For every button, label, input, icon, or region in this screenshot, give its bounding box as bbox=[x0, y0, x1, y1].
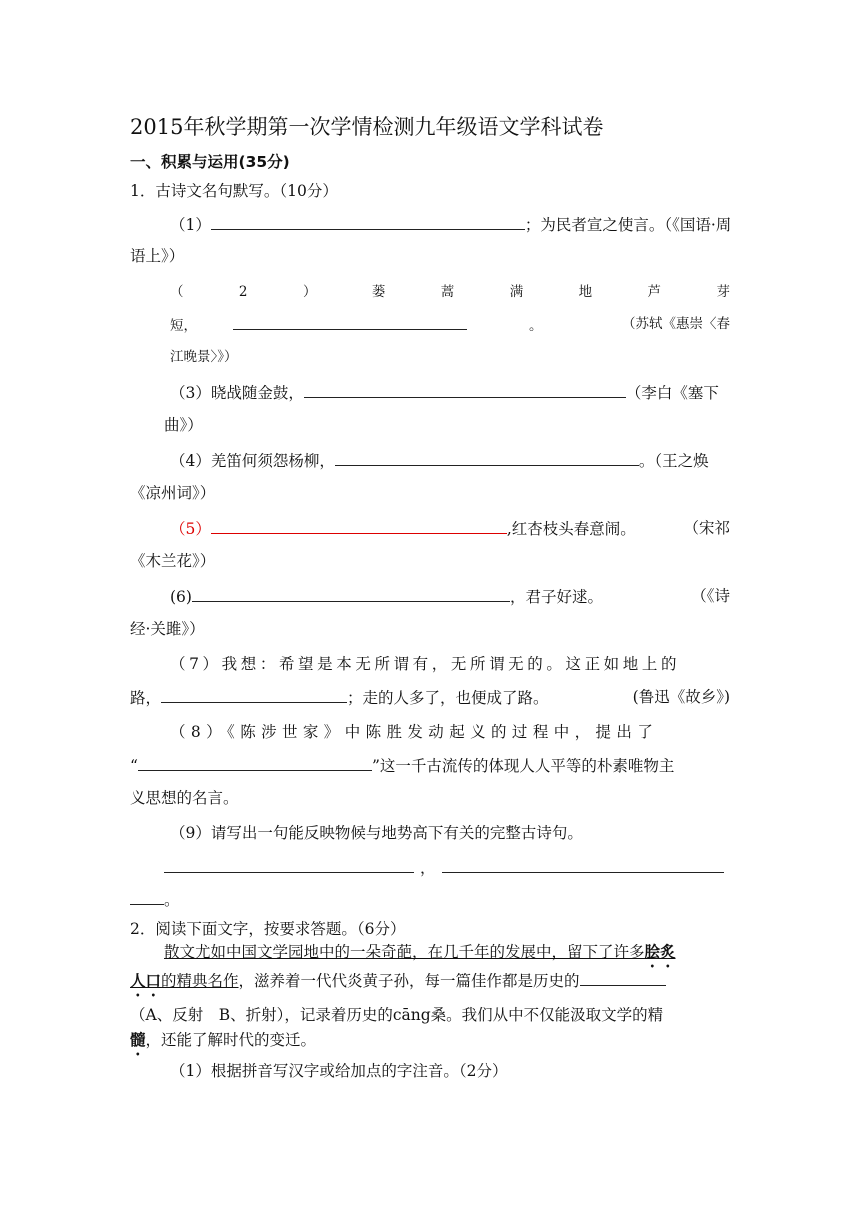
q1-item-1-cont: 语上》） bbox=[130, 247, 185, 265]
q1-item-7-line1: （7）我想：希望是本无所谓有，无所谓无的。这正如地上的 bbox=[170, 655, 681, 673]
period: 。 bbox=[164, 891, 180, 909]
passage-text: 的精典名作 bbox=[161, 972, 239, 990]
item-text: （3）晓战随金鼓， bbox=[170, 384, 304, 402]
token: 2 bbox=[238, 284, 248, 300]
comma: ， bbox=[420, 859, 436, 877]
answer-blank[interactable] bbox=[138, 754, 372, 771]
q1-item-8-line3: 义思想的名言。 bbox=[130, 789, 239, 807]
answer-blank[interactable] bbox=[580, 969, 666, 986]
item-source: （苏轼《惠崇〈春 bbox=[622, 316, 730, 332]
answer-blank[interactable] bbox=[304, 381, 626, 398]
item-text: 。 bbox=[529, 318, 543, 334]
q1-item-5 bbox=[170, 517, 730, 540]
item-text: “ bbox=[130, 757, 138, 775]
token: ） bbox=[302, 284, 317, 300]
q2-passage-line3: （A、反射 B、折射），记录着历史的cāng桑。我们从中不仅能汲取文学的精 bbox=[130, 1006, 664, 1024]
item-number: (6) bbox=[170, 588, 192, 606]
q1-item-8-line1: （8）《陈涉世家》中陈胜发动起义的过程中，提出了 bbox=[170, 723, 659, 741]
answer-blank[interactable] bbox=[161, 686, 347, 703]
q2-passage-line2 bbox=[130, 969, 730, 1000]
token: 芦 bbox=[647, 284, 662, 300]
answer-blank[interactable] bbox=[211, 213, 525, 230]
q1-item-9-answer bbox=[164, 856, 730, 879]
dotted-chars: 人口 bbox=[130, 971, 162, 990]
q1-item-3 bbox=[170, 381, 730, 404]
q1-item-1 bbox=[170, 213, 730, 236]
passage-text: ，还能了解时代的变迁。 bbox=[145, 1031, 317, 1049]
q2-passage-line1 bbox=[164, 941, 730, 971]
q1-item-2-line1 bbox=[170, 281, 730, 303]
item-text: ,红杏枝头春意闹。 bbox=[506, 520, 636, 538]
token: 满 bbox=[509, 284, 524, 300]
answer-blank[interactable] bbox=[233, 313, 467, 330]
passage-text: 散文尤如中国文学园地中的一朵奇葩，在几千年的发展中，留下了许多 bbox=[164, 943, 645, 961]
q2-sub-1: （1）根据拼音写汉字或给加点的字注音。（2分） bbox=[170, 1062, 508, 1080]
item-source: (鲁迅《故乡》) bbox=[632, 688, 730, 706]
token: 蒿 bbox=[440, 284, 455, 300]
item-text: ”这一千古流传的体现人人平等的朴素唯物主 bbox=[371, 757, 675, 775]
dotted-chars: 髓 bbox=[130, 1030, 146, 1049]
q2-passage-line4 bbox=[130, 1029, 730, 1059]
q1-item-3-cont: 曲》） bbox=[164, 416, 203, 434]
dotted-chars: 脍炙 bbox=[644, 942, 676, 961]
token: 蒌 bbox=[371, 284, 386, 300]
item-text: ；为民者宣之使言。（《国语·周 bbox=[524, 216, 732, 234]
token: 芽 bbox=[716, 284, 730, 300]
q1-item-9-answer-end bbox=[130, 888, 730, 911]
q1-item-6-cont: 经·关雎》） bbox=[130, 620, 205, 638]
q1-item-8-line2 bbox=[130, 754, 730, 777]
item-number: （1） bbox=[170, 216, 211, 234]
q1-item-2-line3: 江晚景〉》） bbox=[170, 349, 238, 365]
item-source: （宋祁 bbox=[683, 519, 730, 537]
item-text: ；走的人多了，也便成了路。 bbox=[347, 689, 549, 707]
q1-item-4 bbox=[170, 449, 730, 472]
question-2-heading: 2．阅读下面文字，按要求答题。（6分） bbox=[130, 920, 406, 938]
section-heading: 一、积累与运用(35分) bbox=[130, 153, 290, 171]
item-source: 。（王之焕 bbox=[638, 452, 709, 470]
q1-item-7-line2 bbox=[130, 686, 730, 709]
item-source: （李白《塞下 bbox=[625, 384, 719, 402]
item-text: 路， bbox=[130, 689, 162, 707]
item-number: （5） bbox=[170, 520, 211, 538]
q1-item-2-line2 bbox=[170, 313, 730, 337]
item-text: 短， bbox=[170, 318, 197, 334]
item-source: （《诗 bbox=[691, 587, 730, 605]
answer-blank[interactable] bbox=[164, 856, 414, 873]
answer-blank[interactable] bbox=[442, 856, 724, 873]
answer-blank[interactable] bbox=[192, 585, 510, 602]
passage-text: ，滋养着一代代炎黄子孙，每一篇佳作都是历史的 bbox=[238, 972, 580, 990]
q1-item-9-line1: （9）请写出一句能反映物候与地势高下有关的完整古诗句。 bbox=[170, 824, 583, 842]
q1-item-5-cont: 《木兰花》） bbox=[130, 552, 216, 570]
answer-blank[interactable] bbox=[211, 517, 507, 534]
item-text: （4）羌笛何须怨杨柳， bbox=[170, 452, 335, 470]
page-title: 2015年秋学期第一次学情检测九年级语文学科试卷 bbox=[130, 115, 604, 139]
answer-blank[interactable] bbox=[335, 449, 639, 466]
answer-blank[interactable] bbox=[130, 888, 164, 905]
token: （ bbox=[170, 284, 184, 300]
item-text: ，君子好逑。 bbox=[509, 588, 603, 606]
q1-item-4-cont: 《凉州词》） bbox=[130, 484, 216, 502]
token: 地 bbox=[578, 284, 593, 300]
question-1-heading: 1．古诗文名句默写。（10分） bbox=[130, 182, 338, 200]
q1-item-6 bbox=[170, 585, 730, 608]
